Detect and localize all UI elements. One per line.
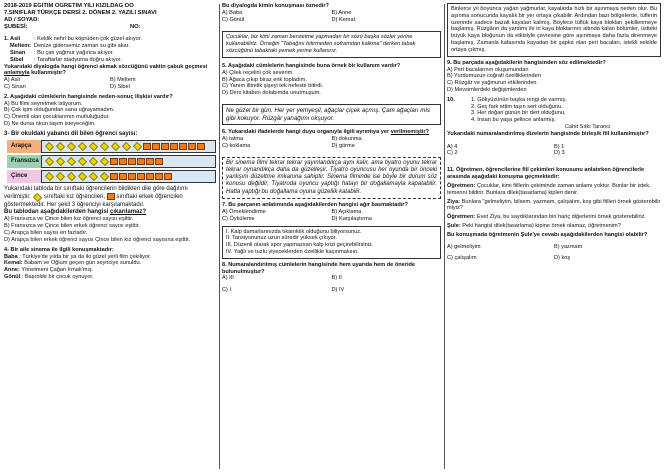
q2-option-c[interactable]: C) Önemli olan çocuklarımın mutluluğudur. <box>4 114 110 121</box>
q1-line: : Keklik nehri bu köprüden çok güzel akıyor. <box>34 36 142 43</box>
conv-stem: Bu diyalogda kimin konuşması öznedir? <box>222 3 329 9</box>
q3-option-d[interactable]: D) Arapça bilen erkek öğrenci sayısı Çince bilen kız öğrenci sayısına eşittir. <box>4 236 190 243</box>
diamond-icon <box>55 158 65 165</box>
square-icon <box>155 173 163 180</box>
diamond-icon <box>99 143 109 150</box>
diamond-icon <box>77 158 87 165</box>
square-icon <box>119 173 127 180</box>
square-icon <box>146 173 154 180</box>
header-line-1: 2018-2019 EĞİTİM ÖĞRETİM YILI KIZILDAĞ OO <box>4 3 134 9</box>
q7-option-b[interactable]: B) Açıklama <box>331 208 362 215</box>
q5-stem: 5. Aşağıdaki cümlelerin hangisinde buna örnek bir kullanım vardır? <box>222 62 401 69</box>
q9-stem: 9. Bu parçada aşağıdakilerin hangisinden söz edilmektedir? <box>447 59 606 66</box>
q7-option-c[interactable]: C) Öyküleme <box>222 215 255 222</box>
poem-author: Cahit Sıtkı Tarancı <box>565 124 611 130</box>
square-icon <box>137 158 145 165</box>
diamond-icon <box>44 173 54 180</box>
q10-option-a[interactable]: A) 4 <box>447 143 458 150</box>
question-6 <box>222 129 441 149</box>
q10-option-b[interactable]: B) 1 <box>554 143 565 150</box>
question-7 <box>222 202 441 222</box>
conv-option-b[interactable]: B) Anne <box>331 9 352 16</box>
chart-label-fransizca: Fransızca <box>7 155 41 168</box>
q8-statement: III. Düzenli olarak spor yapmazsan kalp krizi geçirebilirsiniz. <box>226 242 374 249</box>
q10-number: 10. <box>447 96 455 103</box>
diamond-icon <box>55 173 65 180</box>
diamond-icon <box>55 143 65 150</box>
q1-stem: Yukarıdaki diyalogda hangi öğrenci akmak sözcüğünü vaktin çabuk geçmesi anlamıyla kullanmıştır? <box>4 63 208 77</box>
poem-line: 1. Gökyüzünün başka rengi de varmış. <box>471 96 567 103</box>
q3-option-b[interactable]: B) Fransızca ve Çince bilen erkek öğrenci sayısı eşittir. <box>4 223 140 230</box>
q2-option-a[interactable]: A) Bu filmi seyretmek istiyorum. <box>4 100 83 107</box>
q8-stem: 8. Numaralandırılmış cümlelerin hangisinde hem uyarıda hem de öneride bulunulmuştur? <box>222 261 416 275</box>
q8-statement-list <box>222 226 441 259</box>
diamond-icon <box>44 143 54 150</box>
q1-line: : Bu çatı yağmur yağınca akıyor. <box>34 49 114 56</box>
question-4 <box>4 247 216 281</box>
q4-dialog-line: Kemal: Babam ve Oğlum geçen gün seyirciye sunuldu. <box>4 260 142 267</box>
chart-bar-arapca <box>41 140 216 153</box>
question-8 <box>222 262 441 294</box>
q9-option-c[interactable]: C) Rüzgâr ve yağmurun etkilerinden <box>447 80 537 87</box>
info-box-1: Çocuklar, biz kimi zaman benzetme yapmadan bir sözü başka sözler yerine kullanabiliriz. Örneğin "Tabağını bitirmeden soframdan kalkma" derken tabak sözcüğünü tabaktaki yemek yerine kullanırız. <box>222 31 441 57</box>
q7-option-d[interactable]: D) Karşılaştırma <box>331 215 372 222</box>
chart-label-cince: Çince <box>7 170 41 183</box>
q1-line: Denize gidersemiz zaman su gibi akar. <box>34 43 130 50</box>
conv-option-a[interactable]: A) Baba <box>222 9 243 16</box>
q11-option-d[interactable]: D) koş <box>554 255 571 262</box>
q8-option-b[interactable]: B) II <box>331 275 342 282</box>
square-icon <box>161 143 169 150</box>
question-9 <box>447 60 661 94</box>
square-icon <box>188 143 196 150</box>
square-icon <box>128 158 136 165</box>
square-icon <box>197 143 205 150</box>
q10-option-d[interactable]: D) 3 <box>554 150 565 157</box>
question-1 <box>4 36 216 91</box>
square-icon <box>119 158 127 165</box>
question-2 <box>4 94 216 128</box>
class-label: ŞUBESİ: <box>4 24 28 31</box>
q4-dialog-line: Anne: Yönetmeni Çağan Irmak'mış. <box>4 267 94 274</box>
q1-option-a[interactable]: A) Asli <box>4 77 20 84</box>
q11-dialog-line: Öğretmen: Evet Ziya, bu saydıklarından biri hariç diğerlerini örnek gösterebiliriz. <box>447 214 646 221</box>
q2-stem: 2. Aşağıdaki cümlelerin hangisinde neden-sonuç ilişkisi vardır? <box>4 93 173 100</box>
q1-speaker: Sibel <box>10 56 24 63</box>
q11-dialog-line: Öğretmen: Çocuklar, kimi fiillerin çekiminde zaman anlamı yoktur. Bunlar bir istek, temenni bildirir. Bunlara dilek(tasarlama) kipleri denir. <box>447 182 651 196</box>
q4-dialog-line: Gönül : Başrolde bir çocuk oynuyor. <box>4 273 94 280</box>
info-box-2: Ne güzel bir gün. Her yer yemyeşil, ağaçlar çiçek açmış. Çam ağaçları mis gibi kokuyor. Rüzgâr yanağımı okşuyor. <box>222 104 441 125</box>
q11-dialog-line: Şule: Peki hangisi dilek(tasarlama) kipine örnek olamaz, öğretmenim? <box>447 222 621 229</box>
q6-option-d[interactable]: D) görme <box>331 142 355 149</box>
q11-stem: 11. Öğretmen, öğrencilerine fiil çekimleri konusunu anlatırken öğrencilerle arasında aşağıdaki konuşma geçmektedir: <box>447 167 645 181</box>
q9-option-b[interactable]: B) Yurdumuzun coğrafi özelliklerinden <box>447 73 541 80</box>
question-11 <box>447 167 661 262</box>
diamond-icon <box>77 143 87 150</box>
q6-stem: 6. Yukarıdaki ifadelerde hangi duyu organıyla ilgili ayrıntıya yer verilmemiştir? <box>222 129 429 136</box>
question-4-continued <box>222 3 441 23</box>
name-label: AD / SOYAD: <box>4 17 40 24</box>
q3-explanation: Yukarıdaki tabloda bir sınıftaki öğrencilerin bildikleri dile göre dağılımı verilmiştir. sınıftaki kız öğrencileri, sınıftaki erkek öğrencileri göstermektedir. Her şekil 3 öğrenciyi karşılamaktadır. <box>4 186 188 208</box>
q11-option-b[interactable]: B) yazmam <box>554 243 583 250</box>
chart-row-fransizca <box>7 154 216 169</box>
square-icon <box>128 173 136 180</box>
diamond-icon <box>121 143 131 150</box>
q8-option-a[interactable]: A) III <box>222 275 234 282</box>
diamond-icon <box>66 158 76 165</box>
diamond-icon <box>132 143 142 150</box>
square-icon <box>155 158 163 165</box>
q9-option-d[interactable]: D) Mevsimlerdeki değişimlerden <box>447 86 527 93</box>
diamond-icon <box>66 143 76 150</box>
diamond-icon <box>88 158 98 165</box>
q1-line: : Taraftarlar stadyuma doğru akıyor. <box>34 56 122 63</box>
q8-option-d[interactable]: D) IV <box>331 287 345 294</box>
q5-option-a[interactable]: A) Çilek reçelini çok severim. <box>222 69 294 76</box>
q5-option-d[interactable]: D) Ders kitabını dolabımda unutmuşum. <box>222 90 321 97</box>
q1-speaker: Meltem: <box>10 43 32 50</box>
q8-statement: I. Kalp damarlarınızda tıkanıklık olduğunu biliyorsunuz. <box>226 228 362 235</box>
question-5 <box>222 63 441 97</box>
q3-option-c[interactable]: C) Arapça bilen sayısı en fazladır. <box>4 230 88 237</box>
diamond-icon <box>99 158 109 165</box>
chart-label-arapca: Arapça <box>7 140 41 153</box>
square-icon <box>143 143 151 150</box>
q11-option-a[interactable]: A) gelmeliyim <box>447 243 481 250</box>
q4-title: 4- Bir aile sinema ile ilgili konuşmaktadır: <box>4 246 114 253</box>
chart-bar-fransizca <box>41 155 216 168</box>
square-icon <box>107 193 115 200</box>
diamond-icon <box>77 173 87 180</box>
q8-statement: IV. Yağlı ve tuzlu yiyeceklerden özellikle kaçınmalısın. <box>226 248 359 255</box>
middle-column <box>222 3 441 470</box>
header-line-2: 7.SINIFLAR TÜRKÇE DERSİ 2. DÖNEM 2. YAZILI SINAVI <box>4 10 157 17</box>
q2-option-b[interactable]: B) Çok işim olduğundan sana uğrayamadım. <box>4 107 115 114</box>
q7-stem: 7. Bu parçanın anlatımında aşağıdakilerden hangisi ağır basmaktadır? <box>222 202 408 209</box>
conv-option-d[interactable]: D) Kemal <box>331 16 355 23</box>
conv-option-c[interactable]: C) Gönül <box>222 16 245 23</box>
chart-bar-cince <box>41 170 216 183</box>
q3-stem: Bu tablodan aşağıdakilerden hangisi çıkarılamaz? <box>4 209 147 216</box>
q10-option-c[interactable]: C) 2 <box>447 150 458 157</box>
question-10 <box>447 97 661 158</box>
square-icon <box>137 173 145 180</box>
no-label: NO: <box>130 24 141 31</box>
right-column <box>447 3 661 470</box>
q1-speaker: 1. Asli <box>4 36 21 43</box>
diamond-icon <box>110 143 120 150</box>
column-divider-1 <box>219 4 220 469</box>
q6-option-a[interactable]: A) tatma <box>222 135 244 142</box>
q5-option-b[interactable]: B) Ağaca çıkıp biraz erik topladım. <box>222 76 307 83</box>
q11-option-c[interactable]: C) çalışalım <box>447 255 477 262</box>
q3-title: 3- Bir okuldaki yabancı dil bilen öğrenci sayısı: <box>4 130 138 137</box>
info-box-3: Bir sinema filmi tekrar tekrar yayınlandıkça aynı kalır, ama tiyatro oyunu tekrar tekrar oynandıkça daha da güzelleşir. Tiyatro oyuncusu her oyunda bir önceki yanlışını düzeltme imkanına sahiptir. Sinema filminde ise böyle bir durum söz konusu değildir. Tiyatroda oyuncu yaptığı hatayı bir doğallamayla kapatabilir. Hatta yaptığı bu doğallama oyuna güzellik katabilir. <box>222 157 441 200</box>
q9-passage: Binlerce yıl boyunca yağan yağmurlar, kayalarda hızlı bir aşınmaya neden olur. Bu aşınma sonucunda kayalık bir yer ortaya çıkabilir. Ardından bazı bölgelerde, tüflerin üzerinde sadece bazalt kayaları kalmış. Böylece tüflük kaya blokları şekillenmeye başlamış. Rüzgârın da yardımı ile iri kaya bloklarının altında kalan bölümler, üstteki büyük kaya bloğunun da etkisiyle çevresine göre aşınmaya daha fazla direnmeye başlamış. Zamanla kafasında kayadan bir şapka olan peri bacaları, istekli sekilde ortaya çıkmış. <box>447 3 661 57</box>
exam-header <box>4 3 216 31</box>
q8-option-c[interactable]: C) I <box>222 287 232 294</box>
square-icon <box>164 173 172 180</box>
diamond-icon <box>44 158 54 165</box>
square-icon <box>179 143 187 150</box>
diamond-icon <box>66 173 76 180</box>
diamond-icon <box>32 193 42 200</box>
square-icon <box>170 143 178 150</box>
q4-dialog-line: Baba : Türkiye'de yılda bir ya da iki güzel yerli film çekiliyor. <box>4 253 152 260</box>
q6-option-b[interactable]: B) dokunma <box>331 135 362 142</box>
q5-option-c[interactable]: C) Yanım iltirelik şişeyi tek nefeste bitirdi. <box>222 83 324 90</box>
poem-line: 4. İnsan bu yaşa gelince anlarmış. <box>471 117 556 124</box>
q8-statement: II. Tansiyonunuz uzun süredir yüksek çıkıyor. <box>226 235 337 242</box>
square-icon <box>146 158 154 165</box>
diamond-icon <box>88 173 98 180</box>
square-icon <box>110 173 118 180</box>
q9-option-a[interactable]: A) Peri bacalarının oluşumundan <box>447 66 529 73</box>
q10-stem: Yukarıdaki numaralandırılmış dizelerin hangisinde birleşik fiil kullanılmıştır? <box>447 130 649 137</box>
chart-row-arapca <box>7 139 216 154</box>
q1-speaker: Sinan <box>10 49 26 56</box>
q2-option-d[interactable]: D) Ne dursa okun taşım isteyeceğim. <box>4 121 96 127</box>
q1-option-c[interactable]: C) Sinan <box>4 83 26 90</box>
q1-option-d[interactable]: D) Sibel <box>110 83 130 90</box>
q3-option-a[interactable]: A) Fransızca ve Çince bilen kız öğrenci sayısı eşittir. <box>4 216 134 223</box>
question-3 <box>4 131 216 244</box>
q11-stem-2: Bu konuşmada öğretmenin Şule'ye cevabı aşağıdakilerden hangisi olabilir? <box>447 231 648 238</box>
diamond-icon <box>88 143 98 150</box>
q7-option-a[interactable]: A) Örneklendirme <box>222 208 266 215</box>
q11-dialog-line: Ziya: Bunlara "gelmeliyim, bilsem, yazmam, çalışalım, koş gibi fiilleri örnek gösterebilir miyiz? <box>447 198 661 212</box>
poem-line: 3. Her doğan günün bir dert olduğunu, <box>471 110 566 117</box>
diamond-icon <box>99 173 109 180</box>
poem-line: 2. Geç fark ettim taşın sert olduğunu. <box>471 103 563 110</box>
chart-row-cince <box>7 169 216 184</box>
square-icon <box>110 158 118 165</box>
square-icon <box>152 143 160 150</box>
left-column <box>4 3 216 470</box>
q6-option-c[interactable]: C) koklama <box>222 142 251 149</box>
q1-option-b[interactable]: B) Meltem <box>110 77 136 84</box>
column-divider-2 <box>444 4 445 469</box>
pictogram-chart <box>4 139 216 184</box>
